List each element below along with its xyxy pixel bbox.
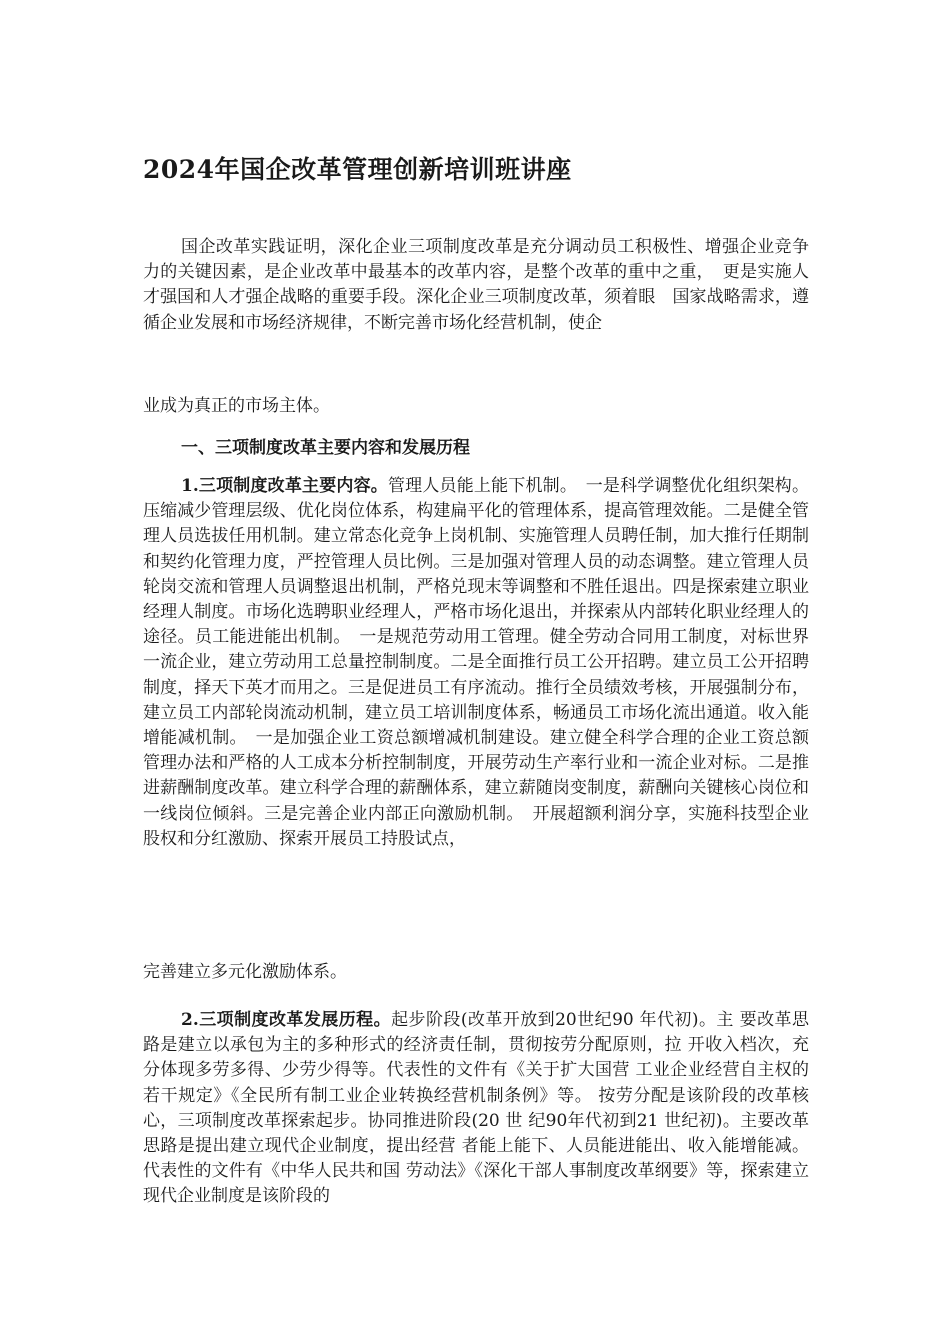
intro-paragraph: 国企改革实践证明，深化企业三项制度改革是充分调动员工积极性、增强企业竞争力的关键因素，是企业改革中最基本的改革内容，是整个改革的重中之重， 更是实施人才强国和人才强企战略的重要手段。深化企业三项制度改革，须着眼 国家战略需求，遵循企业发展和市场经济规律，不断完善市场化经营机制，使企 [143,237,809,333]
section-heading: 一、三项制度改革主要内容和发展历程 [181,438,470,458]
paragraph-body-1: 管理人员能上能下机制。 一是科学调整优化组织架构。压缩减少管理层级、优化岗位体系，构建扁平化的管理体系，提高管理效能。二是健全管理人员选拔任用机制。建立常态化竞争上岗机制、实施管理人员聘任制，加大推行任期制和契约化管理力度，严控管理人员比例。三是加强对管理人员的动态调整。建立管理人员轮岗交流和管理人员调整退出机制，严格兑现末等调整和不胜任退出。四是探索建立职业经理人制度。市场化选聘职业经理人，严格市场化退出，并探索从内部转化职业经理人的途径。员工能进能出机制。 一是规范劳动用工管理。健全劳动合同用工制度，对标世界一流企业，建立劳动用工总量控制制度。二是全面推行员工公开招聘。建立员工公开招聘制度，择天下英才而用之。三是促进员工有序流动。推行全员绩效考核，开展强制分布，建立员工内部轮岗流动机制，建立员工培训制度体系，畅通员工市场化流出通道。收入能增能减机制。 一是加强企业工资总额增减机制建设。建立健全科学合理的企业工资总额管理办法和严格的人工成本分析控制制度，开展劳动生产率行业和一流企业对标。二是推进薪酬制度改革。建立科学合理的薪酬体系，建立薪随岗变制度，薪酬向关键核心岗位和一线岗位倾斜。三是完善企业内部正向激励机制。 开展超额利润分享，实施科技型企业股权和分红激励、探索开展员工持股试点， [143,476,809,849]
document-title: 2024年国企改革管理创新培训班讲座 [143,155,572,184]
section-paragraph-2 [143,1008,809,1210]
intro-continuation: 业成为真正的市场主体。 [143,396,330,416]
paragraph-lead-1: 1.三项制度改革主要内容。 [181,476,388,496]
paragraph-lead-2: 2.三项制度改革发展历程。 [181,1010,392,1030]
section-paragraph-1 [143,474,809,852]
section-paragraph-1-continuation: 完善建立多元化激励体系。 [143,962,347,982]
paragraph-body-2: 起步阶段(改革开放到20世纪90 年代初)。主 要改革思路是建立以承包为主的多种形式的经济责任制，贯彻按劳分配原则，拉 开收入档次，充分体现多劳多得、少劳少得等。代表性的文件有《关于扩大国营 工业企业经营自主权的若干规定》《全民所有制工业企业转换经营机制条例》等。 按劳分配是该阶段的改革核心，三项制度改革探索起步。协同推进阶段(20 世 纪90年代初到21 世纪初)。主要改革思路是提出建立现代企业制度，提出经营 者能上能下、人员能进能出、收入能增能减。代表性的文件有《中华人民共和国 劳动法》《深化干部人事制度改革纲要》等，探索建立现代企业制度是该阶段的 [143,1010,810,1207]
